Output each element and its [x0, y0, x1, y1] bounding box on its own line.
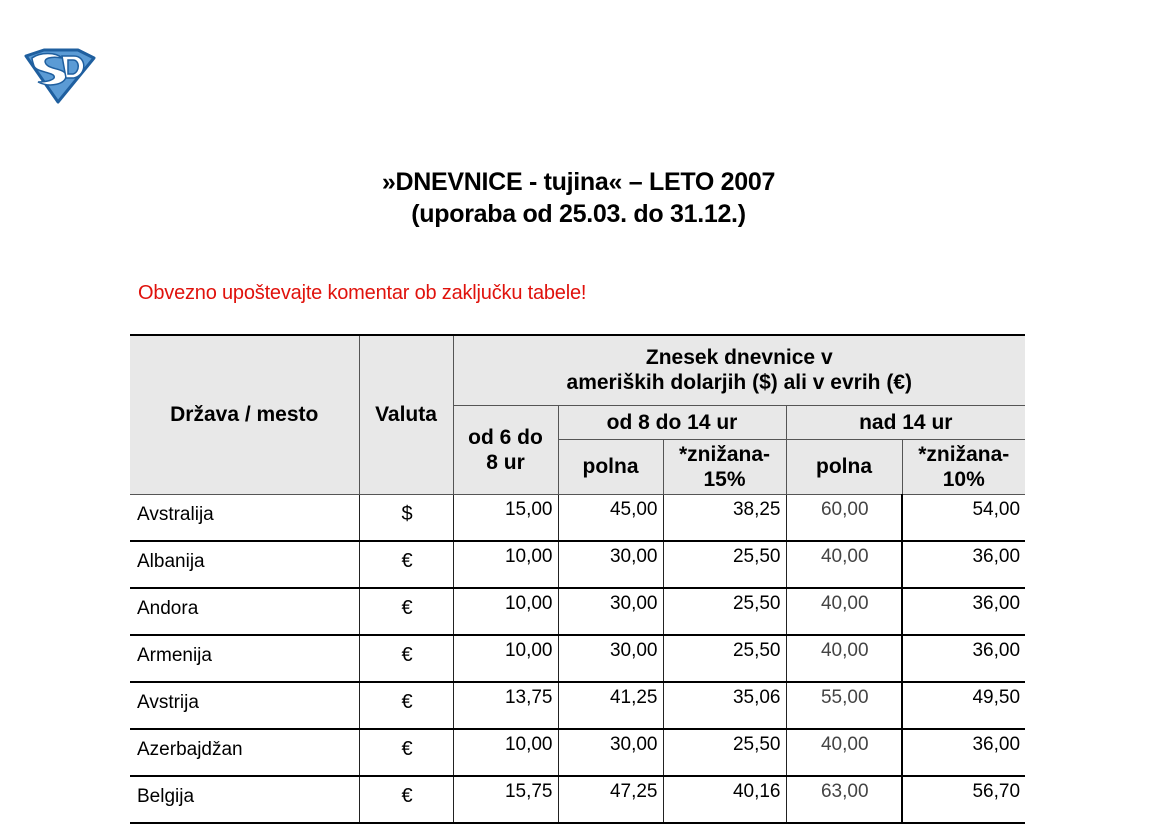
cell-full-14: 40,00: [786, 729, 902, 776]
cell-reduced-14: 49,50: [902, 682, 1025, 729]
cell-6-8: 10,00: [453, 541, 558, 588]
page-title: [0, 166, 1157, 230]
header-8-14: od 8 do 14 ur: [558, 405, 786, 439]
cell-country: Avstralija: [130, 494, 359, 541]
cell-country: Albanija: [130, 541, 359, 588]
cell-currency: €: [359, 729, 453, 776]
cell-full-8-14: 47,25: [558, 776, 663, 823]
table-row: [130, 494, 1025, 541]
allowance-table-body: [130, 494, 1025, 823]
cell-6-8: 15,75: [453, 776, 558, 823]
cell-reduced-14: 36,00: [902, 588, 1025, 635]
cell-reduced-14: 54,00: [902, 494, 1025, 541]
cell-full-14: 55,00: [786, 682, 902, 729]
cell-reduced-8-14: 25,50: [663, 635, 786, 682]
cell-full-8-14: 41,25: [558, 682, 663, 729]
table-row: [130, 588, 1025, 635]
cell-reduced-14: 56,70: [902, 776, 1025, 823]
header-amount-group: [453, 335, 1025, 405]
allowance-table: [130, 334, 1025, 824]
table-row: [130, 541, 1025, 588]
header-amount-line-2: ameriških dolarjih ($) ali v evrih (€): [566, 371, 912, 395]
header-over-14: nad 14 ur: [786, 405, 1025, 439]
cell-6-8: 13,75: [453, 682, 558, 729]
header-6-8: od 6 do 8 ur: [453, 405, 558, 494]
cell-full-14: 40,00: [786, 541, 902, 588]
cell-reduced-8-14: 25,50: [663, 729, 786, 776]
cell-reduced-14: 36,00: [902, 729, 1025, 776]
cell-reduced-8-14: 35,06: [663, 682, 786, 729]
header-country: Država / mesto: [130, 335, 359, 494]
header-full-8-14: polna: [558, 439, 663, 494]
cell-country: Azerbajdžan: [130, 729, 359, 776]
cell-reduced-14: 36,00: [902, 635, 1025, 682]
table-row: [130, 635, 1025, 682]
header-currency: Valuta: [359, 335, 453, 494]
cell-reduced-8-14: 25,50: [663, 588, 786, 635]
cell-full-8-14: 30,00: [558, 635, 663, 682]
cell-currency: €: [359, 635, 453, 682]
cell-country: Avstrija: [130, 682, 359, 729]
cell-country: Andora: [130, 588, 359, 635]
header-amount-line-1: Znesek dnevnice v: [645, 346, 833, 370]
cell-currency: $: [359, 494, 453, 541]
table-row: [130, 776, 1025, 823]
cell-currency: €: [359, 682, 453, 729]
cell-reduced-8-14: 38,25: [663, 494, 786, 541]
cell-country: Belgija: [130, 776, 359, 823]
cell-6-8: 10,00: [453, 635, 558, 682]
cell-full-14: 40,00: [786, 635, 902, 682]
cell-currency: €: [359, 588, 453, 635]
header-reduced-10: *znižana-10%: [902, 439, 1025, 494]
cell-reduced-14: 36,00: [902, 541, 1025, 588]
header-full-14: polna: [786, 439, 902, 494]
cell-currency: €: [359, 776, 453, 823]
cell-reduced-8-14: 40,16: [663, 776, 786, 823]
allowance-table-container: [130, 334, 1025, 824]
cell-currency: €: [359, 541, 453, 588]
table-row: [130, 682, 1025, 729]
cell-country: Armenija: [130, 635, 359, 682]
cell-reduced-8-14: 25,50: [663, 541, 786, 588]
notice-text: Obvezno upoštevajte komentar ob zaključku tabele!: [138, 282, 587, 304]
cell-6-8: 15,00: [453, 494, 558, 541]
title-line-2: (uporaba od 25.03. do 31.12.): [411, 200, 746, 228]
cell-6-8: 10,00: [453, 729, 558, 776]
cell-full-14: 40,00: [786, 588, 902, 635]
title-line-1: »DNEVNICE - tujina« – LETO 2007: [381, 168, 776, 196]
cell-full-8-14: 30,00: [558, 541, 663, 588]
cell-full-8-14: 30,00: [558, 588, 663, 635]
cell-6-8: 10,00: [453, 588, 558, 635]
cell-full-8-14: 30,00: [558, 729, 663, 776]
shield-logo-icon: [22, 48, 96, 104]
cell-full-14: 63,00: [786, 776, 902, 823]
table-row: [130, 729, 1025, 776]
header-reduced-15: *znižana-15%: [663, 439, 786, 494]
cell-full-8-14: 45,00: [558, 494, 663, 541]
cell-full-14: 60,00: [786, 494, 902, 541]
